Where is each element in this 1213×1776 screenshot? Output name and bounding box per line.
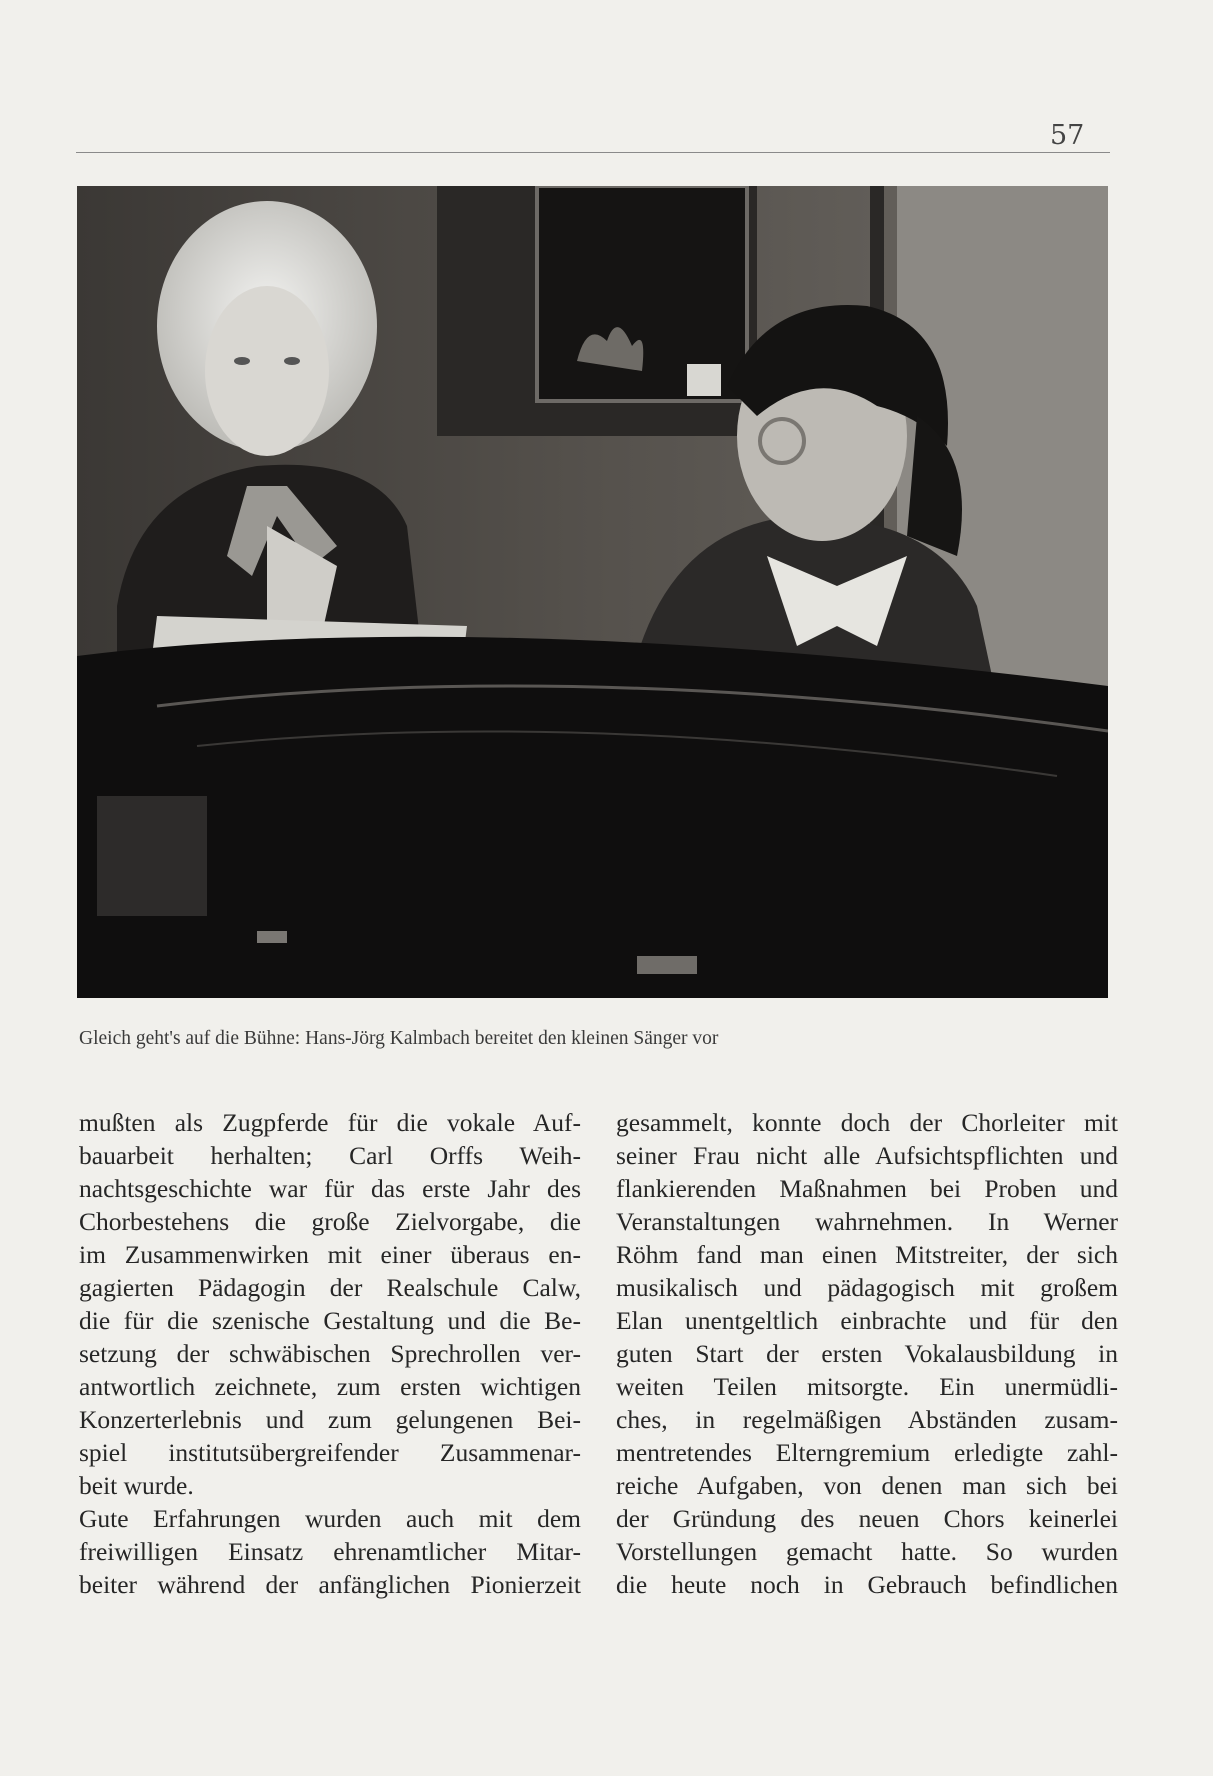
text-line: nachtsgeschichte war für das erste Jahr des <box>79 1174 581 1203</box>
text-line: die für die szenische Gestaltung und die Be- <box>79 1306 581 1335</box>
text-line: gagierten Pädagogin der Realschule Calw, <box>79 1273 581 1302</box>
text-line: gesammelt, konnte doch der Chorleiter mit <box>616 1108 1118 1137</box>
text-line: die heute noch in Gebrauch befindlichen <box>616 1570 1118 1599</box>
text-line: Konzerterlebnis und zum gelungenen Bei- <box>79 1405 581 1434</box>
text-line: Elan unentgeltlich einbrachte und für den <box>616 1306 1118 1335</box>
text-line: Gute Erfahrungen wurden auch mit dem <box>79 1504 581 1533</box>
text-line: Röhm fand man einen Mitstreiter, der sich <box>616 1240 1118 1269</box>
text-line: guten Start der ersten Vokalausbildung in <box>616 1339 1118 1368</box>
photo-caption: Gleich geht's auf die Bühne: Hans-Jörg Kalmbach bereitet den kleinen Sänger vor <box>79 1028 719 1049</box>
text-line: Vorstellungen gemacht hatte. So wurden <box>616 1537 1118 1566</box>
text-line: mentretendes Elterngremium erledigte zahl- <box>616 1438 1118 1467</box>
text-line: musikalisch und pädagogisch mit großem <box>616 1273 1118 1302</box>
text-line: antwortlich zeichnete, zum ersten wichtigen <box>79 1372 581 1401</box>
text-line: im Zusammenwirken mit einer überaus en- <box>79 1240 581 1269</box>
text-line: bauarbeit herhalten; Carl Orffs Weih- <box>79 1141 581 1170</box>
photo <box>77 186 1108 998</box>
text-line: Veranstaltungen wahrnehmen. In Werner <box>616 1207 1118 1236</box>
text-line: der Gründung des neuen Chors keinerlei <box>616 1504 1118 1533</box>
text-line: beiter während der anfänglichen Pionierzeit <box>79 1570 581 1599</box>
text-line: seiner Frau nicht alle Aufsichtspflichten und <box>616 1141 1118 1170</box>
text-line: freiwilligen Einsatz ehrenamtlicher Mitar- <box>79 1537 581 1566</box>
text-line: flankierenden Maßnahmen bei Proben und <box>616 1174 1118 1203</box>
text-line: spiel institutsübergreifender Zusammenar- <box>79 1438 581 1467</box>
text-line: weiten Teilen mitsorgte. Ein unermüdli- <box>616 1372 1118 1401</box>
text-line: ches, in regelmäßigen Abständen zusam- <box>616 1405 1118 1434</box>
text-line: setzung der schwäbischen Sprechrollen ver- <box>79 1339 581 1368</box>
page-number: 57 <box>1050 120 1085 151</box>
photo-illustration <box>77 186 1108 998</box>
text-line: Chorbestehens die große Zielvorgabe, die <box>79 1207 581 1236</box>
header-rule <box>76 152 1110 153</box>
text-column-right <box>616 1106 1118 1601</box>
text-column-left <box>79 1106 581 1601</box>
text-line: beit wurde. <box>79 1471 194 1500</box>
text-line: mußten als Zugpferde für die vokale Auf- <box>79 1108 581 1137</box>
text-line: reiche Aufgaben, von denen man sich bei <box>616 1471 1118 1500</box>
